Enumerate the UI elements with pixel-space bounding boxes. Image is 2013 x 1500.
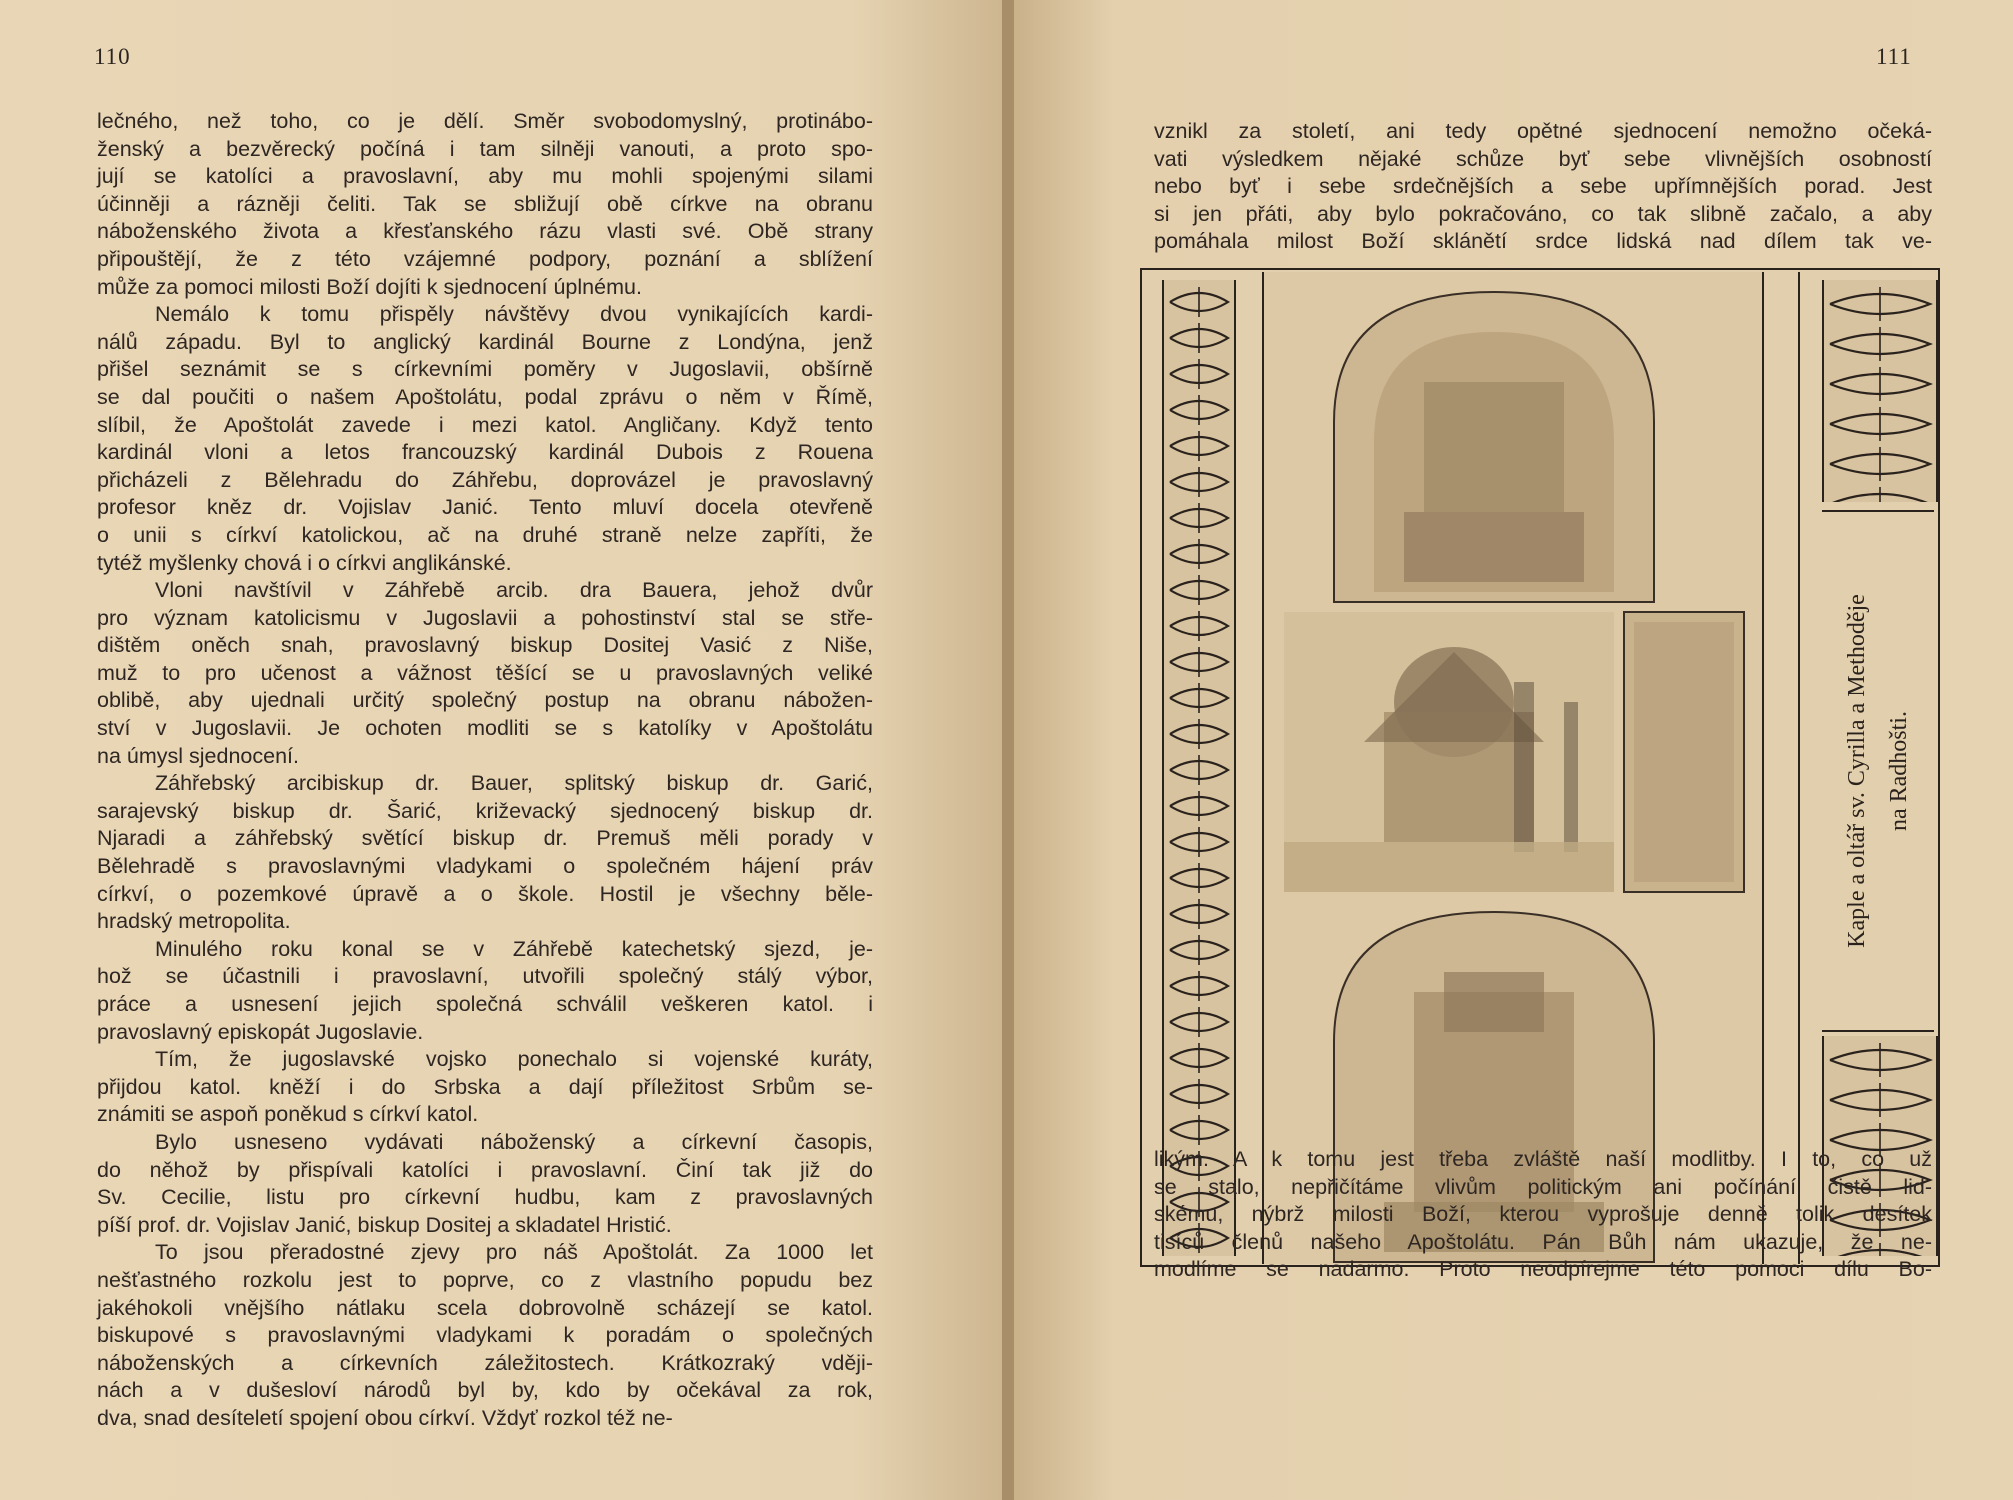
text-line: náboženských a církevních záležitostech. Krátkozraký vději- <box>97 1350 873 1375</box>
text-line: ství v Jugoslavii. Je ochoten modliti se s katolíky v Apoštolátu <box>97 716 873 741</box>
text-line: přijdou katol. kněží i do Srbska a dají příležitost Srbům se- <box>97 1074 873 1099</box>
text-line: vati výsledkem nějaké schůze byť sebe vlivnějších osobností <box>1154 146 1932 171</box>
text-line: náboženského života a křesťanského rázu vlasti své. Obě strany <box>97 219 873 244</box>
text-line: církví, o pozemkové úpravě a o škole. Hostil je všechny běle- <box>97 881 873 906</box>
illustration-plate <box>1140 268 1940 1267</box>
text-line: si jen přáti, aby bylo pokračováno, co tak slibně začalo, a aby <box>1154 201 1932 226</box>
text-line: tisíců členů našeho Apoštolátu. Pán Bůh nám ukazuje, že ne- <box>1154 1229 1932 1254</box>
right-page <box>1014 0 2013 1500</box>
text-line: na úmysl sjednocení. <box>97 743 299 768</box>
figure-caption <box>1836 594 1920 948</box>
caption-box <box>1822 510 1934 1032</box>
text-line: o unii s církví katolickou, ač na druhé straně nelze zapříti, že <box>97 522 873 547</box>
text-line: pravoslavný episkopát Jugoslavie. <box>97 1019 424 1044</box>
right-page-body-top <box>1154 118 1932 256</box>
page-number: 111 <box>1876 44 1912 69</box>
text-line: ženský a bezvěrecký počíná i tam silněji vanouti, a proto spo- <box>97 136 873 161</box>
text-line: pomáhala milost Boží sklánětí srdce lidská nad dílem tak ve- <box>1154 229 1932 254</box>
text-line: nách a v dušesloví národů byl by, kdo by očekával za rok, <box>97 1378 873 1403</box>
text-line: sarajevský biskup dr. Šarić, križevacký sjednocený biskup dr. <box>97 798 873 823</box>
text-line: vznikl za století, ani tedy opětné sjednocení nemožno očeká- <box>1154 119 1932 143</box>
text-line: Minulého roku konal se v Záhřebě katechetský sjezd, je- <box>155 936 873 961</box>
text-line: nešťastného rozkolu jest to poprve, co z vlastního popudu bez <box>97 1267 873 1292</box>
text-line: Bělehradě s pravoslavnými vladykami o společném hájení práv <box>97 854 873 879</box>
text-line: Nemálo k tomu přispěly návštěvy dvou vynikajících kardi- <box>155 302 873 327</box>
text-line: hradský metropolita. <box>97 909 291 934</box>
text-line: může za pomoci milosti Boží dojíti k sjednocení úplnému. <box>97 274 642 299</box>
text-line: modlíme se nadarmo. Proto neodpírejme této pomoci dílu Bo- <box>1154 1257 1932 1282</box>
text-line: Tím, že jugoslavské vojsko ponechalo si vojenské kuráty, <box>155 1047 873 1072</box>
text-line: se dal poučiti o našem Apoštolátu, podal zprávu o něm v Římě, <box>97 384 873 409</box>
caption-line: Kaple a oltář sv. Cyrilla a Methoděje <box>1844 594 1870 948</box>
text-line: Bylo usneseno vydávati náboženský a církevní časopis, <box>155 1129 873 1154</box>
text-line: lečného, než toho, co je dělí. Směr svobodomyslný, protinábo- <box>97 109 873 133</box>
text-line: Njaradi a záhřebský světící biskup dr. Premuš měli porady v <box>97 826 873 851</box>
text-line: profesor kněz dr. Vojislav Janić. Tento mluví docela otevřeně <box>97 495 873 520</box>
text-line: kardinál vloni a letos francouzský kardinál Dubois z Rouena <box>97 440 873 465</box>
text-line: muž to pro učenost a vážnost těšící se u pravoslavných veliké <box>97 660 873 685</box>
text-line: píší prof. dr. Vojislav Janić, biskup Dositej a skladatel Hristić. <box>97 1212 672 1237</box>
text-line: jují se katolíci a pravoslavní, aby mu mohli spojenými silami <box>97 164 873 189</box>
left-page-body <box>97 108 873 1433</box>
text-line: likým. A k tomu jest třeba zvláště naší modlitby. I to, co už <box>1154 1147 1932 1171</box>
text-line: práce a usnesení jejich společná schválil veškeren katol. i <box>97 992 873 1016</box>
ornamental-border-right-top <box>1822 280 1938 502</box>
text-line: přišel seznámit se s církevními poměry v Jugoslavii, obšírně <box>97 357 873 382</box>
text-line: To jsou přeradostné zjevy pro náš Apoštolát. Za 1000 let <box>155 1240 873 1265</box>
text-line: dištěm oněch snah, pravoslavný biskup Dositej Vasić z Niše, <box>97 633 873 658</box>
caption-line: na Radhošti. <box>1886 711 1912 832</box>
text-line: pro význam katolicismu v Jugoslavii a pohostinství stal se stře- <box>97 605 873 630</box>
text-line: nebo byť i sebe srdečnějších a sebe upřímnějších porad. Jest <box>1154 174 1932 199</box>
text-line: připouštějí, že z této vzájemné podpory, poznání a sblížení <box>97 246 873 271</box>
text-line: účinněji a rázněji čeliti. Tak se sbližují obě církve na obranu <box>97 191 873 216</box>
text-line: známiti se aspoň poněkud s církví katol. <box>97 1102 479 1127</box>
text-line: dva, snad desíteletí spojení obou církví. Vždyť rozkol též ne- <box>97 1405 673 1430</box>
page-number: 110 <box>94 44 131 69</box>
text-line: Záhřebský arcibiskup dr. Bauer, splitský biskup dr. Garić, <box>155 771 873 796</box>
ornamental-border-left <box>1162 280 1236 1256</box>
text-line: biskupové s pravoslavnými vladykami k poradám o společných <box>97 1323 873 1348</box>
book-gutter <box>1002 0 1014 1500</box>
text-line: Sv. Cecilie, listu pro církevní hudbu, kam z pravoslavných <box>97 1185 873 1210</box>
text-line: skému, nýbrž milosti Boží, kterou vyprošuje denně tolik desítek <box>1154 1202 1932 1227</box>
text-line: nálů západu. Byl to anglický kardinál Bourne z Londýna, jenž <box>97 329 873 354</box>
text-line: do něhož by přispívali katolíci i pravoslavní. Činí tak již do <box>97 1157 873 1182</box>
left-page <box>0 0 1002 1500</box>
text-line: tytéž myšlenky chová i o církvi anglikánské. <box>97 550 512 575</box>
text-line: se stalo, nepřičítáme vlivům politickým ani počínání čistě lid- <box>1154 1174 1932 1199</box>
divider-rule <box>1798 272 1800 1264</box>
right-page-body-bottom <box>1154 1146 1932 1284</box>
chapel-photo <box>1262 272 1764 1264</box>
text-line: jakéhokoli vnějšího nátlaku scela dobrovolně scházejí se katol. <box>97 1295 873 1320</box>
text-line: hož se účastnili i pravoslavní, utvořili společný stálý výbor, <box>97 964 873 989</box>
text-line: Vloni navštívil v Záhřebě arcib. dra Bauera, jehož dvůr <box>155 578 873 603</box>
text-line: oblibě, aby ujednali určitý společný postup na obranu nábožen- <box>97 688 873 713</box>
text-line: přicházeli z Bělehradu do Záhřebu, doprovázel je pravoslavný <box>97 467 873 492</box>
text-line: slíbil, že Apoštolát zavede i mezi katol. Angličany. Když tento <box>97 412 873 437</box>
